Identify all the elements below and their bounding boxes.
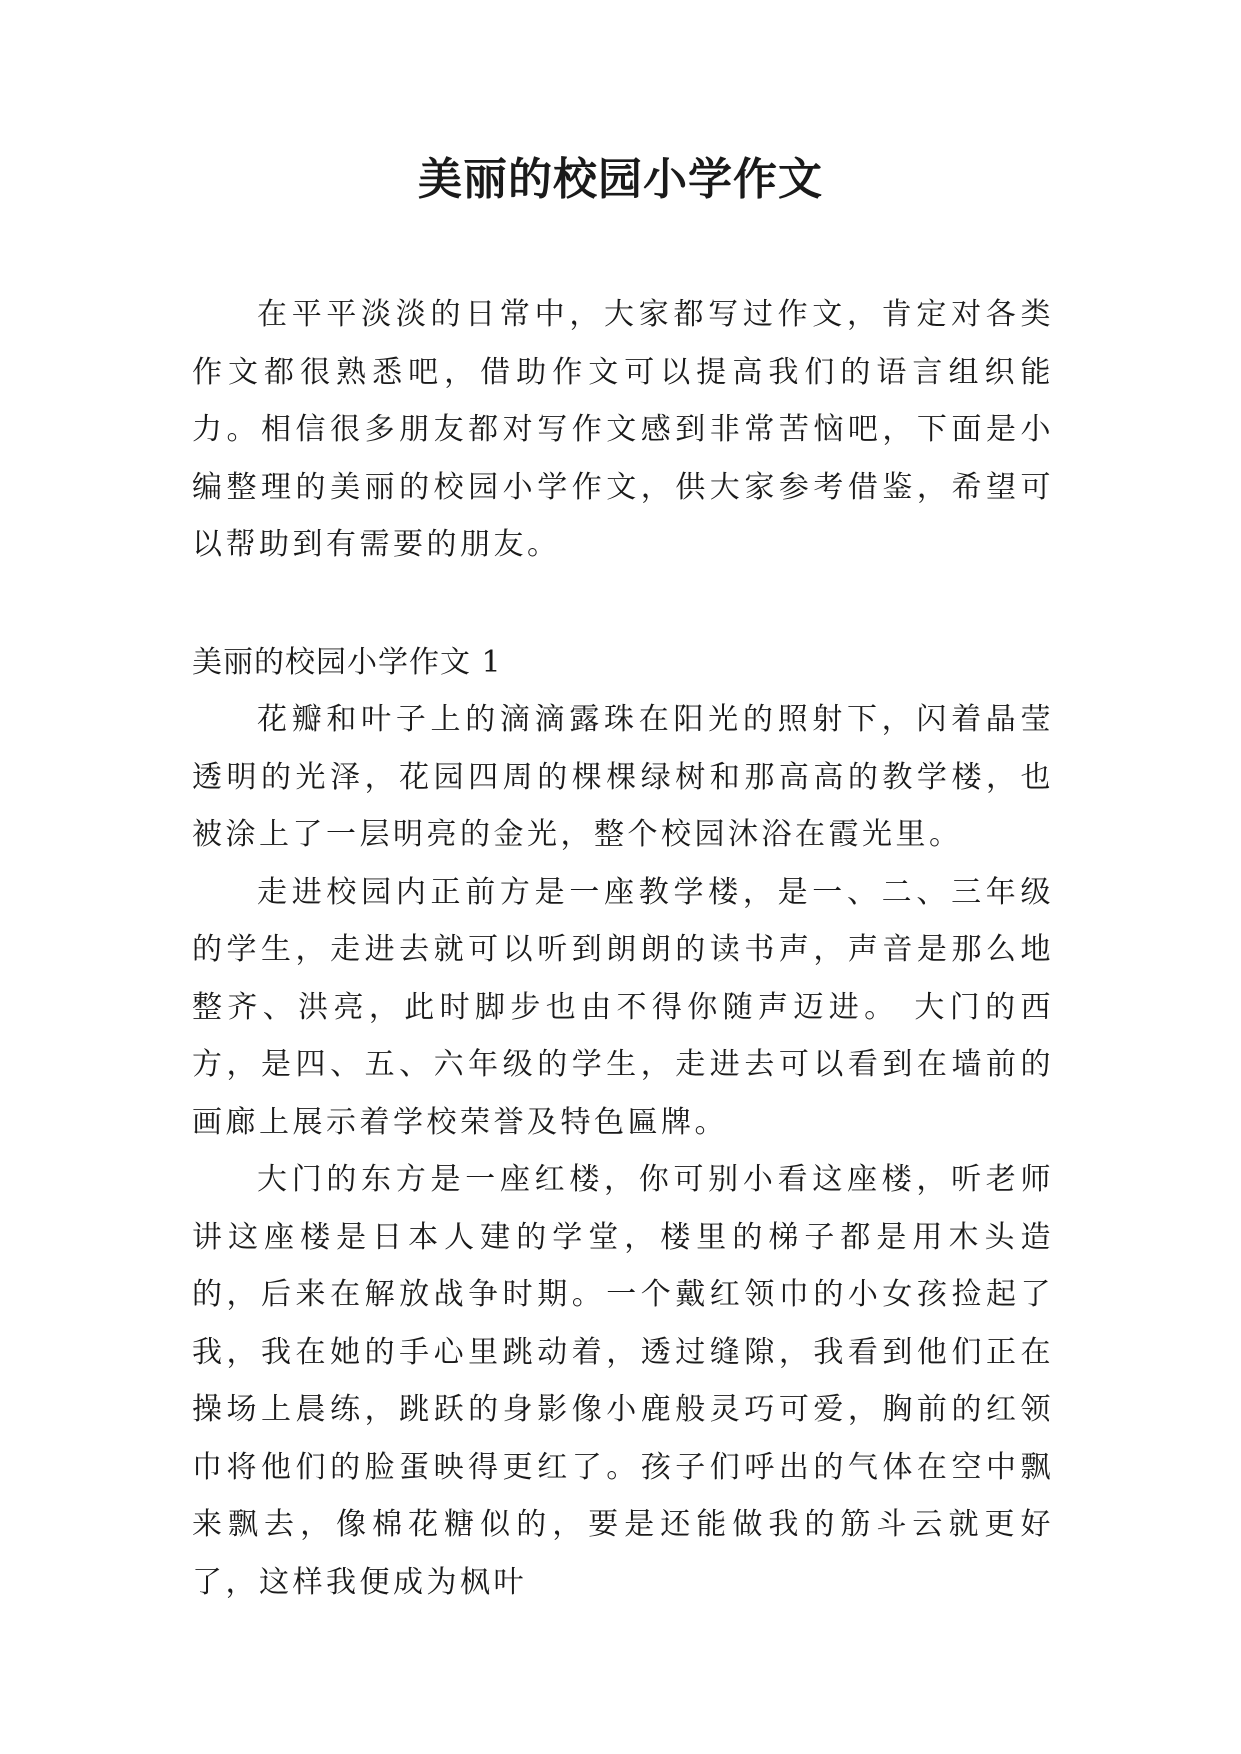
section-heading: 美丽的校园小学作文 1 bbox=[192, 644, 502, 680]
body-paragraph-3: 大门的东方是一座红楼，你可别小看这座楼，听老师讲这座楼是日本人建的学堂，楼里的梯子都是用木头造的，后来在解放战争时期。一个戴红领巾的小女孩捡起了我，我在她的手心里跳动着，透过缝隙，我看到他们正在操场上晨练，跳跃的身影像小鹿般灵巧可爱，胸前的红领巾将他们的脸蛋映得更红了。孩子们呼出的气体在空中飘来飘去，像棉花糖似的，要是还能做我的筋斗云就更好了，这样我便成为枫叶 bbox=[192, 1162, 1054, 1600]
document-body bbox=[192, 286, 1054, 1611]
body-paragraph-2: 走进校园内正前方是一座教学楼，是一、二、三年级的学生，走进去就可以听到朗朗的读书声，声音是那么地整齐、洪亮，此时脚步也由不得你随声迈进。 大门的西方，是四、五、六年级的学生，走进去可以看到在墙前的画廊上展示着学校荣誉及特色匾牌。 bbox=[192, 874, 1054, 1140]
body-paragraph-1: 花瓣和叶子上的滴滴露珠在阳光的照射下，闪着晶莹透明的光泽，花园四周的棵棵绿树和那高高的教学楼，也被涂上了一层明亮的金光，整个校园沐浴在霞光里。 bbox=[192, 702, 1054, 852]
intro-paragraph: 在平平淡淡的日常中，大家都写过作文，肯定对各类作文都很熟悉吧，借助作文可以提高我们的语言组织能力。相信很多朋友都对写作文感到非常苦恼吧，下面是小编整理的美丽的校园小学作文，供大家参考借鉴，希望可以帮助到有需要的朋友。 bbox=[192, 297, 1054, 562]
section-spacer bbox=[192, 574, 1054, 634]
document-title: 美丽的校园小学作文 bbox=[418, 154, 823, 205]
